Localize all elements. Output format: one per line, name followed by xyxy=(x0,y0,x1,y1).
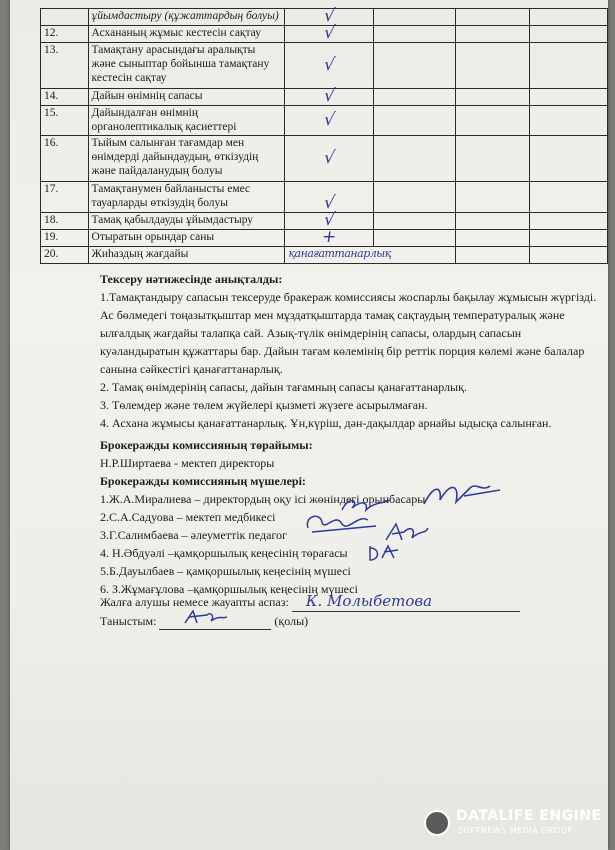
row-description: Дайындалған өнімнің органолептикалық қасиеттері xyxy=(88,106,285,136)
member-item: 1.Ж.А.Миралиева – директордың оқу ісі жөніндегі орынбасары xyxy=(100,492,426,506)
table-row xyxy=(41,182,608,213)
watermark-logo-icon xyxy=(424,810,450,836)
member-item: 5.Б.Дауылбаев – қамқоршылық кеңесінің мүшесі xyxy=(100,564,351,578)
watermark-title: DATALIFE ENGINE xyxy=(456,808,602,824)
responsible-name: К. Молыбетова xyxy=(305,592,433,610)
row-description: Тамақтанумен байланысты емес тауарларды өткізудің болуы xyxy=(88,182,285,213)
watermark xyxy=(424,808,604,844)
row-number xyxy=(41,9,89,26)
check-mark: √ xyxy=(322,193,336,213)
acknowledged-signature xyxy=(181,607,231,629)
finding-paragraph: 3. Төлемдер және төлем жүйелері қызметі жүзеге асырылмаған. xyxy=(100,398,428,412)
handwritten-note: қанағаттанарлық xyxy=(288,247,391,260)
finding-paragraph: 4. Асхана жұмысы қанағаттанарлық. Ұн,күріш, дән-дақылдар арнайы ыдысқа салынған. xyxy=(100,416,552,430)
acknowledged-label: Таныстым: xyxy=(100,614,157,628)
check-mark: √ xyxy=(322,23,336,43)
finding-paragraph: 1.Тамақтандыру сапасын тексеруде бракераж комиссиясы жоспарлы бақылау жұмысын жүргізді. Ас бөлмедегі тоңазытқыштар мен мұздатқыштарда тамақ сақтаудың температуралық және ылғалдық жағдайы талапқа сай. Азық-түлік өнімдерінің сапасы, олардың сапасын куәландыратын құжаттары бар. Дайын тағам көлемінің бір реттік порция көлемі және балалар санына сәйкестігі қанағаттанарлық. xyxy=(100,290,597,376)
row-description: Дайын өнімнің сапасы xyxy=(88,89,285,106)
row-number: 17. xyxy=(41,182,89,213)
member-item: 2.С.А.Садуова – мектеп медбикесі xyxy=(100,510,276,524)
signature-miralieva xyxy=(420,478,510,512)
check-mark: √ xyxy=(322,210,336,230)
check-mark: √ xyxy=(322,6,336,26)
row-description: Асхананың жұмыс кестесін сақтау xyxy=(88,26,285,43)
member-item: 4. Н.Әбдуәлі –қамқоршылық кеңесінің төрағасы xyxy=(100,546,348,560)
table-row xyxy=(41,247,608,264)
table-row xyxy=(41,136,608,182)
row-number: 13. xyxy=(41,43,89,89)
row-description: Тамақтану арасындағы аралықты және сыныптар бойынша тамақтану кестесін сақтау xyxy=(88,43,285,89)
check-mark: √ xyxy=(322,86,336,106)
signature-dauylbaev xyxy=(366,540,402,564)
row-number: 20. xyxy=(41,247,89,264)
table-row xyxy=(41,9,608,26)
row-number: 12. xyxy=(41,26,89,43)
findings-section xyxy=(100,270,600,432)
row-description: Тыйым салынған тағамдар мен өнімдерді дайындаудың, өткізудің және пайдаланудың болуы xyxy=(88,136,285,182)
check-mark: √ xyxy=(322,147,336,168)
footer-section xyxy=(100,592,600,630)
row-number: 18. xyxy=(41,213,89,230)
chair-heading: Брокеражды комиссияның төрайымы: xyxy=(100,438,313,452)
document-page xyxy=(10,0,608,850)
member-item: 6. З.Жұмағұлова –қамқоршылық кеңесінің мүшесі xyxy=(100,582,358,596)
findings-heading: Тексеру нәтижесінде анықталды: xyxy=(100,272,283,286)
table-row xyxy=(41,89,608,106)
signature-salimbaeva xyxy=(302,508,382,538)
row-description: Тамақ қабылдауды ұйымдастыру xyxy=(88,213,285,230)
row-number: 15. xyxy=(41,106,89,136)
table-row xyxy=(41,106,608,136)
members-heading: Брокеражды комиссияның мүшелері: xyxy=(100,474,306,488)
table-row xyxy=(41,43,608,89)
watermark-subtitle: SOFTNEWS MEDIA GROUP xyxy=(458,826,573,835)
check-mark: √ xyxy=(322,54,336,75)
plus-mark: + xyxy=(320,227,338,247)
table-row xyxy=(41,230,608,247)
responsible-label: Жалға алушы немесе жауапты аспаз: xyxy=(100,595,289,609)
inspection-table xyxy=(40,8,608,264)
row-number: 19. xyxy=(41,230,89,247)
row-number: 16. xyxy=(41,136,89,182)
chair-name: Н.Р.Ширтаева - мектеп директоры xyxy=(100,456,275,470)
member-item: 3.Г.Салимбаева – әлеуметтік педагог xyxy=(100,528,287,542)
table-row xyxy=(41,26,608,43)
row-description: Отыратын орындар саны xyxy=(88,230,285,247)
row-description: ұйымдастыру (құжаттардың болуы) xyxy=(88,9,285,26)
row-number: 14. xyxy=(41,89,89,106)
row-description: Жиһаздың жағдайы xyxy=(88,247,285,264)
signature-note: (қолы) xyxy=(274,614,309,628)
check-mark: √ xyxy=(322,109,336,130)
finding-paragraph: 2. Тамақ өнімдерінің сапасы, дайын тағамның сапасы қанағаттанарлық. xyxy=(100,380,467,394)
